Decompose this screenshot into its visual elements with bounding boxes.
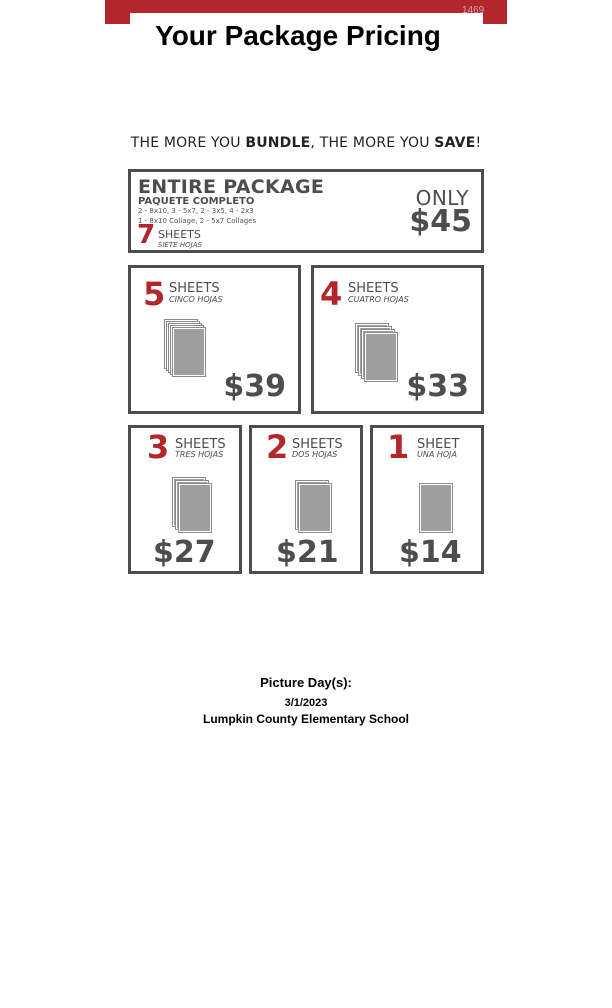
picture-days-label: Picture Day(s): — [260, 675, 352, 690]
package-sheets-label: SHEETS — [292, 437, 343, 452]
package-5-sheets-box — [128, 265, 301, 414]
entire-package-subtitle: PAQUETE COMPLETO — [138, 196, 255, 207]
tagline-part1: THE MORE YOU — [130, 135, 246, 151]
package-count: 3 — [147, 428, 170, 466]
package-sheets-es: CUATRO HOJAS — [348, 295, 409, 304]
package-sheets-label: SHEET — [417, 437, 460, 452]
package-count: 4 — [320, 275, 343, 313]
package-price: $33 — [406, 369, 469, 404]
entire-package-price: $45 — [409, 204, 472, 239]
package-sheets-es: TRES HOJAS — [175, 450, 224, 459]
package-price: $39 — [223, 369, 286, 404]
entire-package-title: ENTIRE PACKAGE — [138, 176, 325, 198]
tagline-part2: , THE MORE YOU — [310, 135, 435, 151]
entire-package-count: 7 — [137, 220, 156, 250]
page-title: Your Package Pricing — [155, 20, 441, 51]
entire-package-sheets-es: SIETE HOJAS — [158, 241, 202, 249]
package-4-sheets-box — [311, 265, 484, 414]
package-sheets-label: SHEETS — [348, 281, 399, 296]
package-sheets-label: SHEETS — [175, 437, 226, 452]
tagline — [0, 135, 612, 151]
entire-package-box — [128, 169, 484, 253]
tagline-part3: ! — [475, 135, 482, 151]
page-number: 1469 — [462, 5, 485, 16]
package-2-sheets-box — [249, 425, 363, 574]
tagline-save: SAVE — [434, 135, 476, 151]
package-sheets-es: CINCO HOJAS — [169, 295, 223, 304]
package-sheets-es: UNA HOJA — [417, 450, 457, 459]
package-price: $14 — [399, 535, 462, 570]
package-count: 5 — [143, 275, 166, 313]
school-name: Lumpkin County Elementary School — [202, 712, 410, 726]
entire-package-sheets-label: SHEETS — [158, 228, 201, 241]
package-count: 1 — [387, 428, 410, 466]
package-count: 2 — [266, 428, 289, 466]
tagline-bundle: BUNDLE — [245, 135, 311, 151]
package-price: $27 — [153, 535, 216, 570]
entire-package-only-label: ONLY — [415, 186, 469, 210]
package-1-sheet-box — [370, 425, 484, 574]
entire-package-contents-line2: 1 - 8x10 Collage, 2 - 5x7 Collages — [138, 217, 257, 225]
entire-package-contents-line1: 2 - 8x10, 3 - 5x7, 2 - 3x5, 4 - 2x3 — [138, 207, 254, 215]
package-sheets-es: DOS HOJAS — [292, 450, 338, 459]
picture-date: 3/1/2023 — [284, 697, 328, 709]
package-price: $21 — [276, 535, 339, 570]
package-3-sheets-box — [128, 425, 242, 574]
package-sheets-label: SHEETS — [169, 281, 220, 296]
